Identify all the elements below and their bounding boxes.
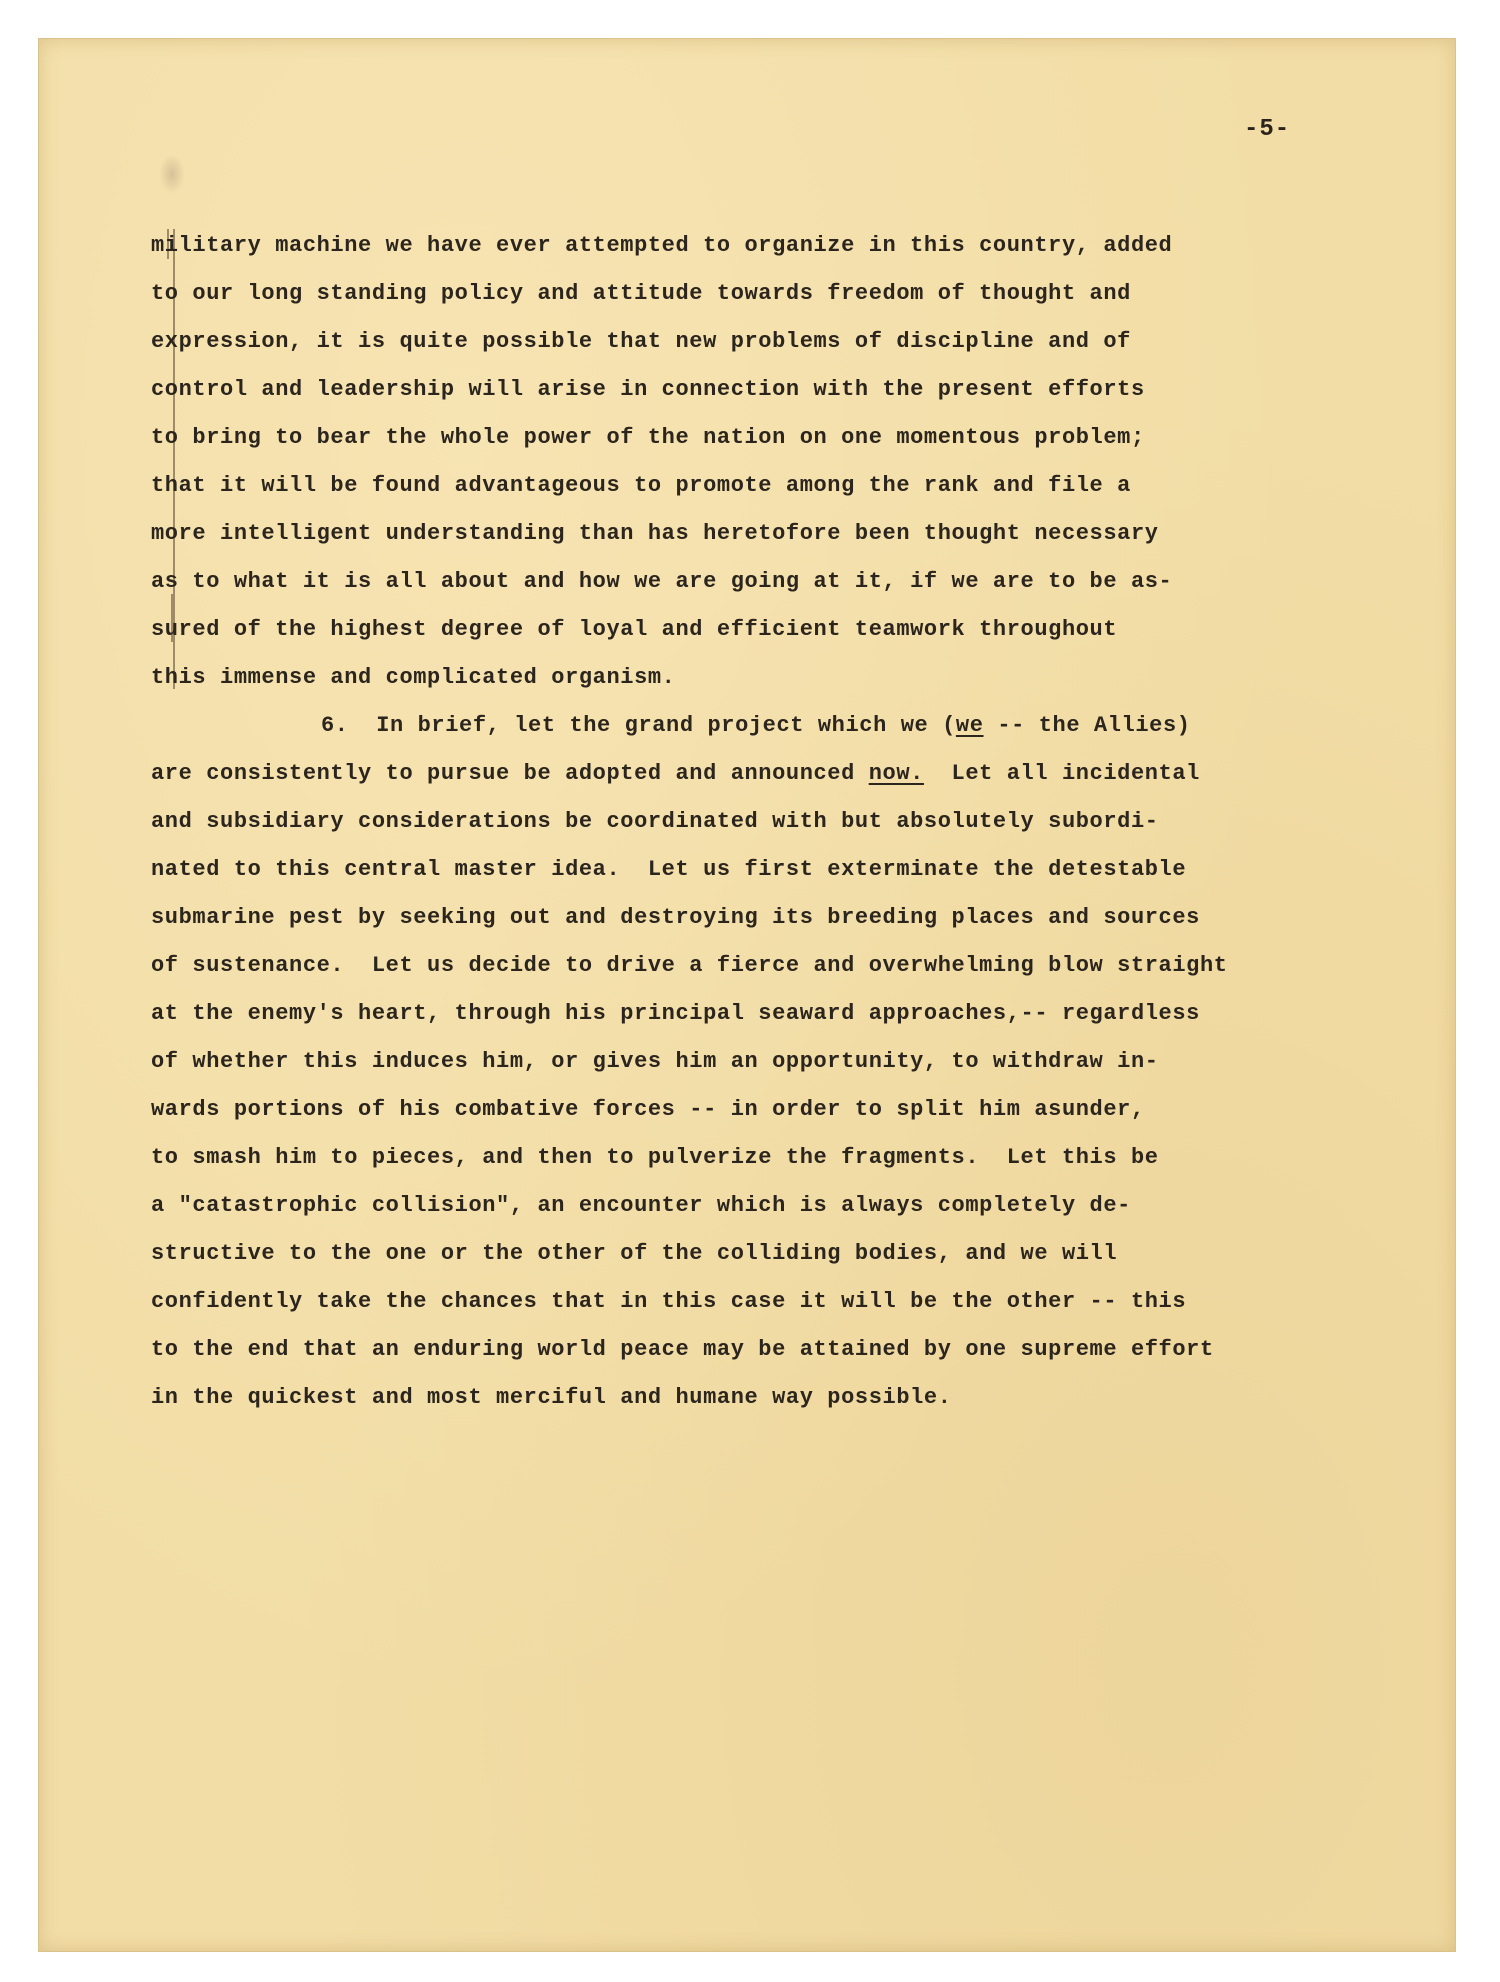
text-line: structive to the one or the other of the colliding bodies, and we will xyxy=(151,1241,1118,1266)
text-line: to the end that an enduring world peace may be attained by one supreme effort xyxy=(151,1337,1214,1362)
page-number: -5- xyxy=(1244,116,1291,143)
document-page xyxy=(38,38,1456,1952)
text-segment: Let all incidental xyxy=(923,761,1200,786)
text-line: as to what it is all about and how we are going at it, if we are to be as- xyxy=(151,569,1173,594)
text-segment: -- the Allies) xyxy=(983,713,1191,738)
underlined-word: we xyxy=(955,713,984,738)
text-line: of sustenance. Let us decide to drive a fierce and overwhelming blow straight xyxy=(151,953,1228,978)
text-line: submarine pest by seeking out and destroying its breeding places and sources xyxy=(151,905,1200,930)
text-line xyxy=(151,759,1200,789)
text-line: and subsidiary considerations be coordinated with but absolutely subordi- xyxy=(151,809,1159,834)
text-line: to smash him to pieces, and then to pulverize the fragments. Let this be xyxy=(151,1145,1159,1170)
paragraph-6-first-line xyxy=(321,711,1191,741)
text-line: that it will be found advantageous to promote among the rank and file a xyxy=(151,473,1131,498)
text-line: military machine we have ever attempted to organize in this country, added xyxy=(151,233,1173,258)
text-segment: are consistently to pursue be adopted and announced xyxy=(151,761,869,786)
text-line: to our long standing policy and attitude towards freedom of thought and xyxy=(151,281,1131,306)
text-line: sured of the highest degree of loyal and efficient teamwork throughout xyxy=(151,617,1118,642)
text-line: expression, it is quite possible that new problems of discipline and of xyxy=(151,329,1131,354)
text-line: wards portions of his combative forces -- in order to split him asunder, xyxy=(151,1097,1145,1122)
text-line: at the enemy's heart, through his principal seaward approaches,-- regardless xyxy=(151,1001,1200,1026)
text-line: to bring to bear the whole power of the nation on one momentous problem; xyxy=(151,425,1145,450)
text-line: a "catastrophic collision", an encounter which is always completely de- xyxy=(151,1193,1131,1218)
text-line: confidently take the chances that in this case it will be the other -- this xyxy=(151,1289,1187,1314)
text-line: control and leadership will arise in connection with the present efforts xyxy=(151,377,1145,402)
text-line: more intelligent understanding than has heretofore been thought necessary xyxy=(151,521,1159,546)
text-line: of whether this induces him, or gives him an opportunity, to withdraw in- xyxy=(151,1049,1159,1074)
text-line: nated to this central master idea. Let us first exterminate the detestable xyxy=(151,857,1187,882)
underlined-word: now. xyxy=(868,761,924,786)
text-line: this immense and complicated organism. xyxy=(151,665,676,690)
text-segment: 6. In brief, let the grand project which we ( xyxy=(321,713,956,738)
text-line: in the quickest and most merciful and humane way possible. xyxy=(151,1385,952,1410)
document-body xyxy=(39,39,1457,1953)
